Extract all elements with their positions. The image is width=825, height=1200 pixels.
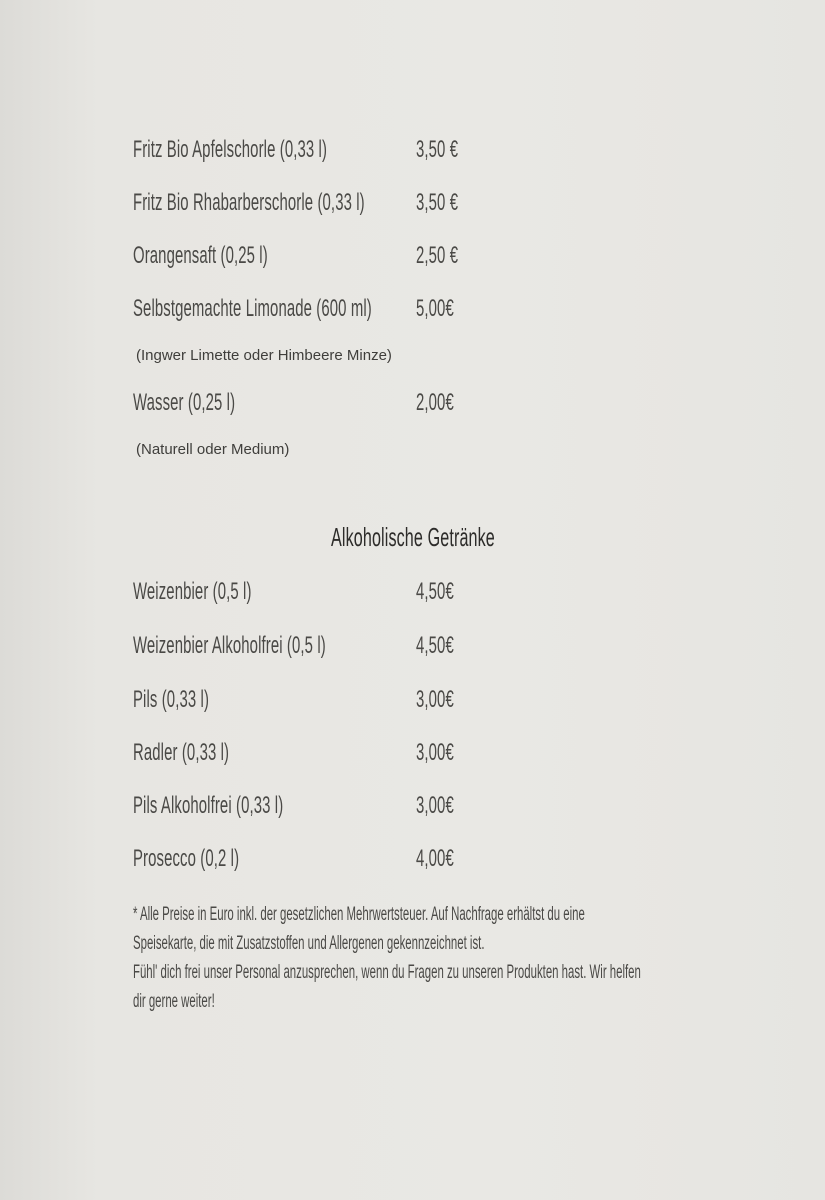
item-price: 4,50€ <box>416 578 454 605</box>
item-note: (Naturell oder Medium) <box>136 441 290 458</box>
item-price: 2,50 € <box>416 242 459 269</box>
item-price: 4,00€ <box>416 845 454 872</box>
item-price: 4,50€ <box>416 632 454 659</box>
item-price: 3,00€ <box>416 739 454 766</box>
footnote-line: * Alle Preise in Euro inkl. der gesetzlichen Mehrwertsteuer. Auf Nachfrage erhältst du eine <box>133 904 585 925</box>
footnote-line: Speisekarte, die mit Zusatzstoffen und Allergenen gekennzeichnet ist. <box>133 933 485 954</box>
footnote-line: Fühl' dich frei unser Personal anzusprechen, wenn du Fragen zu unseren Produkten hast. Wir helfen <box>133 962 641 983</box>
section-heading-text: Alkoholische Getränke <box>331 522 495 552</box>
item-name: Pils (0,33 l) <box>133 686 210 713</box>
item-name: Selbstgemachte Limonade (600 ml) <box>133 295 372 322</box>
item-price: 3,00€ <box>416 686 454 713</box>
item-name: Weizenbier (0,5 l) <box>133 578 252 605</box>
item-price: 3,50 € <box>416 136 459 163</box>
item-price: 5,00€ <box>416 295 454 322</box>
item-price: 3,00€ <box>416 792 454 819</box>
item-name: Fritz Bio Apfelschorle (0,33 l) <box>133 136 328 163</box>
item-name: Orangensaft (0,25 l) <box>133 242 268 269</box>
item-name: Weizenbier Alkoholfrei (0,5 l) <box>133 632 326 659</box>
item-price: 3,50 € <box>416 189 459 216</box>
section-heading <box>331 522 595 553</box>
item-note: (Ingwer Limette oder Himbeere Minze) <box>136 347 392 364</box>
item-name: Radler (0,33 l) <box>133 739 230 766</box>
item-name: Pils Alkoholfrei (0,33 l) <box>133 792 284 819</box>
item-price: 2,00€ <box>416 389 454 416</box>
footnote-line: dir gerne weiter! <box>133 991 215 1012</box>
item-name: Wasser (0,25 l) <box>133 389 236 416</box>
item-name: Fritz Bio Rhabarberschorle (0,33 l) <box>133 189 365 216</box>
footnote <box>133 900 825 1016</box>
item-name: Prosecco (0,2 l) <box>133 845 240 872</box>
